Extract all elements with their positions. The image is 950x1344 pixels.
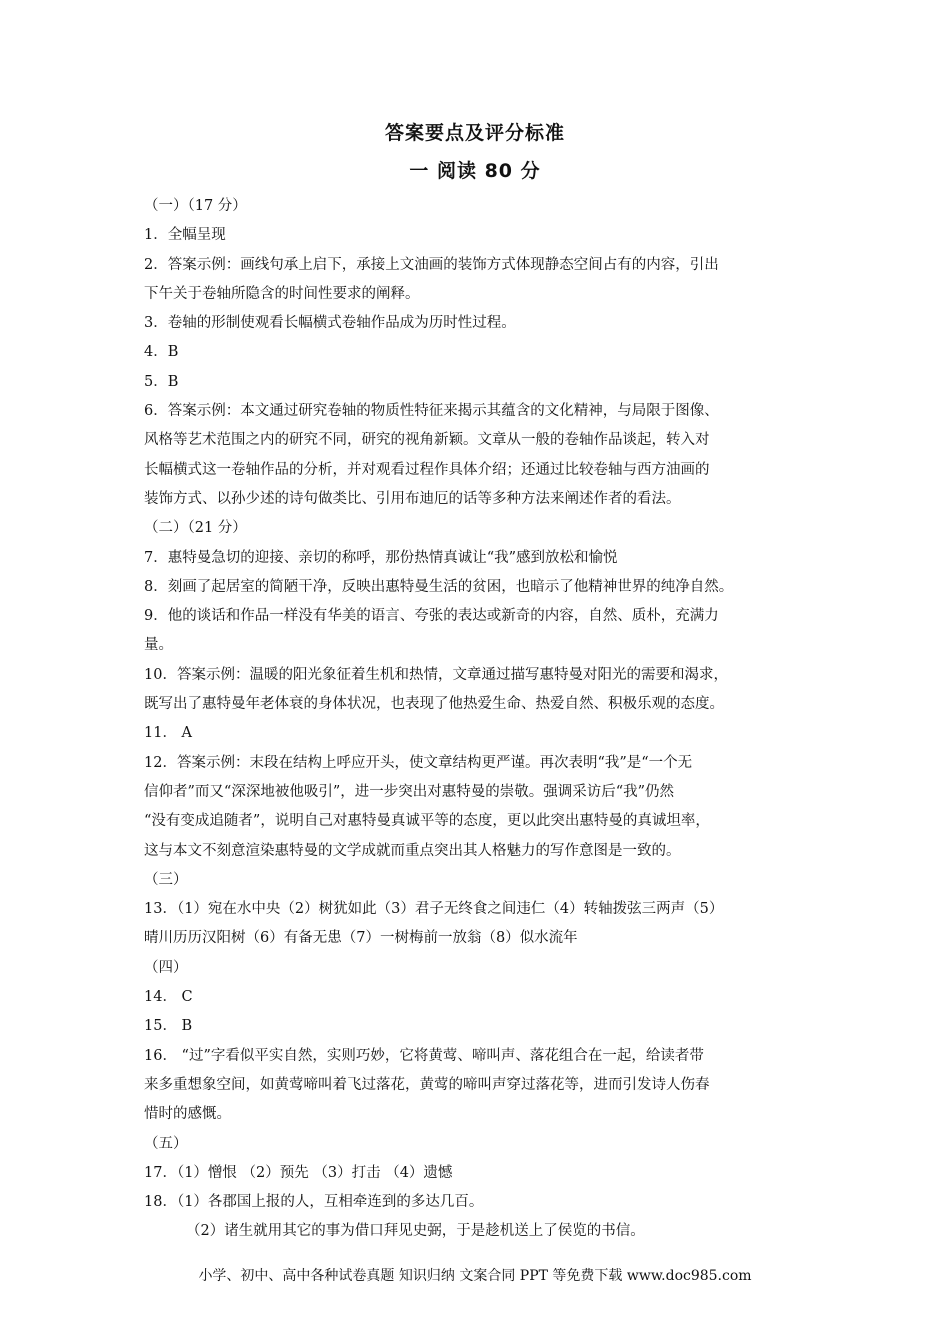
text-line: 17．（1）憎恨 （2）预先 （3）打击 （4）遗憾: [144, 1164, 453, 1181]
text-line: （二）（21 分）: [144, 520, 247, 537]
text-line: 装饰方式、以孙少述的诗句做类比、引用布迪厄的话等多种方法来阐述作者的看法。: [144, 490, 681, 507]
text-line: （四）: [144, 959, 188, 976]
text-line: 量。: [144, 637, 173, 654]
text-line: 11． A: [144, 725, 193, 742]
text-line: 风格等艺术范围之内的研究不同，研究的视角新颖。文章从一般的卷轴作品谈起，转入对: [144, 432, 710, 449]
text-line: 15． B: [144, 1018, 193, 1035]
text-line: 6．答案示例：本文通过研究卷轴的物质性特征来揭示其蕴含的文化精神，与局限于图像、: [144, 403, 719, 420]
text-line: 3．卷轴的形制使观看长幅横式卷轴作品成为历时性过程。: [144, 315, 516, 332]
text-line: 信仰者”而又“深深地被他吸引”，进一步突出对惠特曼的崇敬。强调采访后“我”仍然: [144, 783, 675, 800]
text-line: 惜时的感慨。: [144, 1106, 231, 1123]
text-line: 这与本文不刻意渲染惠特曼的文学成就而重点突出其人格魅力的写作意图是一致的。: [144, 842, 681, 859]
text-line: “没有变成追随者”，说明自己对惠特曼真诚平等的态度，更以此突出惠特曼的真诚坦率，: [144, 813, 710, 830]
text-line: （三）: [144, 871, 188, 888]
text-line: 13．（1）宛在水中央（2）树犹如此（3）君子无终食之间违仁（4）转轴拨弦三两声（5）: [144, 901, 724, 918]
text-line: （一）（17 分）: [144, 198, 247, 214]
text-line: 5．B: [144, 373, 179, 390]
text-line: （2）诸生就用其它的事为借口拜见史弼，于是趁机送上了侯览的书信。: [186, 1223, 645, 1240]
footer-watermark: 小学、初中、高中各种试卷真题 知识归纳 文案合同 PPT 等免费下载 www.doc985.com: [198, 1268, 752, 1284]
text-line: 7．惠特曼急切的迎接、亲切的称呼，那份热情真诚让“我”感到放松和愉悦: [144, 549, 618, 566]
answer-content: [144, 192, 814, 1247]
text-line: 既写出了惠特曼年老体衰的身体状况，也表现了他热爱生命、热爱自然、积极乐观的态度。: [144, 696, 724, 713]
page-title: 答案要点及评分标准: [384, 122, 565, 144]
text-line: 长幅横式这一卷轴作品的分析，并对观看过程作具体介绍；还通过比较卷轴与西方油画的: [144, 461, 710, 478]
text-line: 8．刻画了起居室的简陋干净，反映出惠特曼生活的贫困，也暗示了他精神世界的纯净自然。: [144, 578, 734, 595]
text-line: 18．（1）各郡国上报的人，互相牵连到的多达几百。: [144, 1194, 484, 1211]
text-line: 4．B: [144, 344, 179, 361]
text-line: 晴川历历汉阳树（6）有备无患（7）一树梅前一放翁（8）似水流年: [144, 930, 578, 947]
text-line: 10．答案示例：温暖的阳光象征着生机和热情，文章通过描写惠特曼对阳光的需要和渴求，: [144, 666, 728, 683]
section-heading: 一 阅读 80 分: [409, 160, 541, 182]
text-line: 12．答案示例：末段在结构上呼应开头，使文章结构更严谨。再次表明“我”是“一个无: [144, 754, 693, 771]
text-line: 2．答案示例：画线句承上启下，承接上文油画的装饰方式体现静态空间占有的内容，引出: [144, 256, 719, 273]
text-line: 1．全幅呈现: [144, 227, 226, 244]
text-line: 来多重想象空间，如黄莺啼叫着飞过落花，黄莺的啼叫声穿过落花等，进而引发诗人伤春: [144, 1076, 710, 1093]
text-line: 16． “过”字看似平实自然，实则巧妙，它将黄莺、啼叫声、落花组合在一起，给读者带: [144, 1047, 704, 1064]
text-line: 9．他的谈话和作品一样没有华美的语言、夸张的表达或新奇的内容，自然、质朴，充满力: [144, 608, 719, 625]
text-line: 14． C: [144, 989, 193, 1006]
text-line: （五）: [144, 1135, 188, 1152]
text-line: 下午关于卷轴所隐含的时间性要求的阐释。: [144, 285, 420, 302]
